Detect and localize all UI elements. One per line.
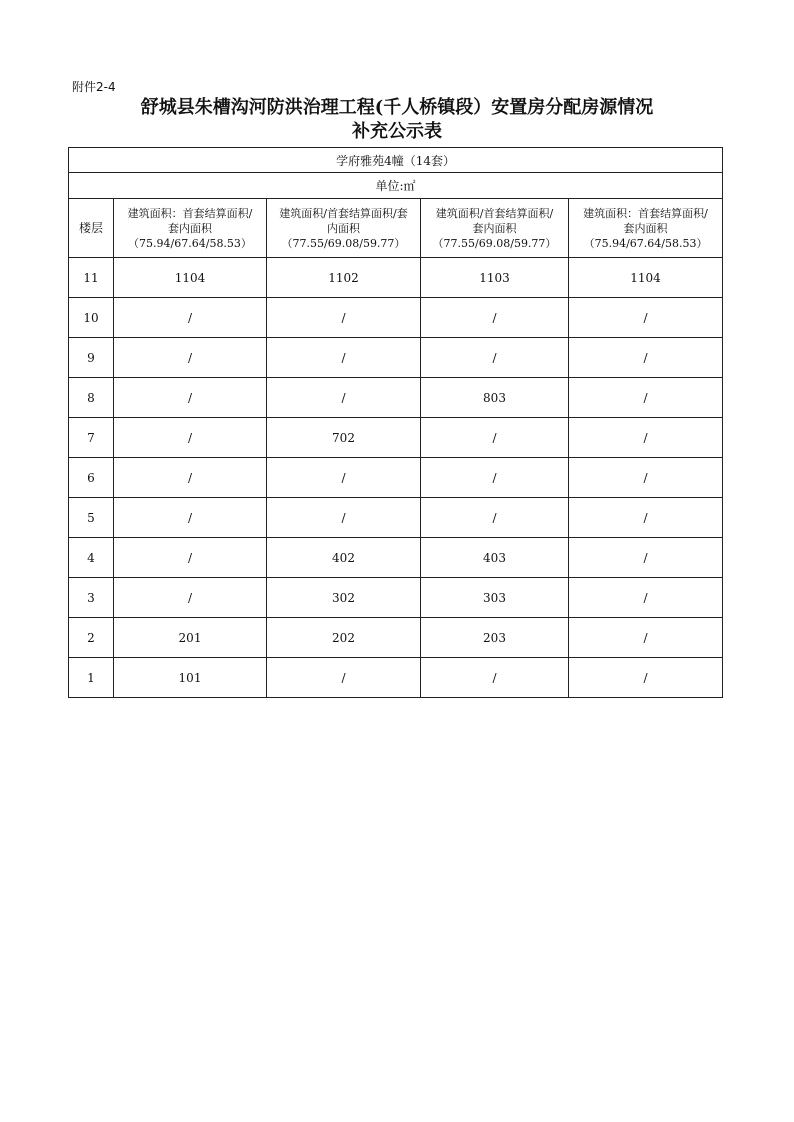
column-header: 建筑面积：首套结算面积/ 套内面积 （75.94/67.64/58.53） bbox=[114, 199, 267, 258]
table-row bbox=[69, 458, 723, 498]
column-header: 建筑面积/首套结算面积/套 内面积 （77.55/69.08/59.77） bbox=[267, 199, 421, 258]
unit-cell: 101 bbox=[114, 658, 267, 698]
unit-cell: / bbox=[114, 578, 267, 618]
floor-cell: 3 bbox=[69, 578, 114, 618]
unit-cell: 1104 bbox=[569, 258, 723, 298]
unit-cell: / bbox=[114, 498, 267, 538]
unit-cell: / bbox=[569, 338, 723, 378]
table-row bbox=[69, 498, 723, 538]
table-row bbox=[69, 618, 723, 658]
unit-cell: 1103 bbox=[421, 258, 569, 298]
floor-cell: 11 bbox=[69, 258, 114, 298]
unit-cell: / bbox=[114, 538, 267, 578]
unit-cell: / bbox=[267, 378, 421, 418]
unit-cell: / bbox=[114, 418, 267, 458]
floor-cell: 7 bbox=[69, 418, 114, 458]
unit-cell: / bbox=[421, 658, 569, 698]
unit-cell: / bbox=[267, 338, 421, 378]
table-row bbox=[69, 378, 723, 418]
unit-cell: / bbox=[569, 578, 723, 618]
document-title: 舒城县朱槽沟河防洪治理工程(千人桥镇段）安置房分配房源情况 bbox=[140, 97, 654, 118]
unit-cell: 302 bbox=[267, 578, 421, 618]
unit-cell: 201 bbox=[114, 618, 267, 658]
floor-cell: 1 bbox=[69, 658, 114, 698]
unit-cell: / bbox=[569, 538, 723, 578]
unit-cell: 803 bbox=[421, 378, 569, 418]
column-header: 建筑面积/首套结算面积/ 套内面积 （77.55/69.08/59.77） bbox=[421, 199, 569, 258]
unit-cell: / bbox=[267, 458, 421, 498]
unit-cell: 1102 bbox=[267, 258, 421, 298]
unit-cell: / bbox=[421, 458, 569, 498]
unit-cell: / bbox=[569, 498, 723, 538]
unit-cell: / bbox=[421, 338, 569, 378]
unit-cell: / bbox=[114, 458, 267, 498]
unit-cell: / bbox=[569, 458, 723, 498]
table-row bbox=[69, 538, 723, 578]
unit-cell: / bbox=[569, 618, 723, 658]
unit-cell: / bbox=[421, 298, 569, 338]
unit-cell: 702 bbox=[267, 418, 421, 458]
column-header: 建筑面积：首套结算面积/ 套内面积 （75.94/67.64/58.53） bbox=[569, 199, 723, 258]
document-subtitle: 补充公示表 bbox=[352, 121, 442, 142]
unit-cell: / bbox=[114, 338, 267, 378]
floor-column-header: 楼层 bbox=[69, 199, 114, 258]
unit-cell: / bbox=[267, 498, 421, 538]
floor-cell: 5 bbox=[69, 498, 114, 538]
unit-cell: / bbox=[569, 418, 723, 458]
unit-cell: / bbox=[569, 298, 723, 338]
table-row bbox=[69, 578, 723, 618]
unit-cell: 203 bbox=[421, 618, 569, 658]
table-row bbox=[69, 298, 723, 338]
housing-allocation-table bbox=[68, 147, 723, 698]
unit-cell: / bbox=[267, 298, 421, 338]
unit-label: 单位:㎡ bbox=[69, 173, 723, 199]
attachment-label: 附件2-4 bbox=[72, 80, 116, 94]
unit-cell: / bbox=[114, 378, 267, 418]
unit-cell: 202 bbox=[267, 618, 421, 658]
unit-cell: 1104 bbox=[114, 258, 267, 298]
unit-cell: / bbox=[267, 658, 421, 698]
unit-cell: 303 bbox=[421, 578, 569, 618]
unit-cell: 403 bbox=[421, 538, 569, 578]
unit-cell: / bbox=[114, 298, 267, 338]
floor-cell: 4 bbox=[69, 538, 114, 578]
table-row bbox=[69, 258, 723, 298]
unit-cell: / bbox=[421, 498, 569, 538]
unit-cell: / bbox=[421, 418, 569, 458]
table-row bbox=[69, 338, 723, 378]
building-name: 学府雅苑4幢（14套） bbox=[69, 148, 723, 173]
floor-cell: 8 bbox=[69, 378, 114, 418]
table-row bbox=[69, 418, 723, 458]
table-row bbox=[69, 658, 723, 698]
floor-cell: 10 bbox=[69, 298, 114, 338]
floor-cell: 9 bbox=[69, 338, 114, 378]
unit-cell: / bbox=[569, 378, 723, 418]
floor-cell: 2 bbox=[69, 618, 114, 658]
floor-cell: 6 bbox=[69, 458, 114, 498]
unit-cell: 402 bbox=[267, 538, 421, 578]
unit-cell: / bbox=[569, 658, 723, 698]
